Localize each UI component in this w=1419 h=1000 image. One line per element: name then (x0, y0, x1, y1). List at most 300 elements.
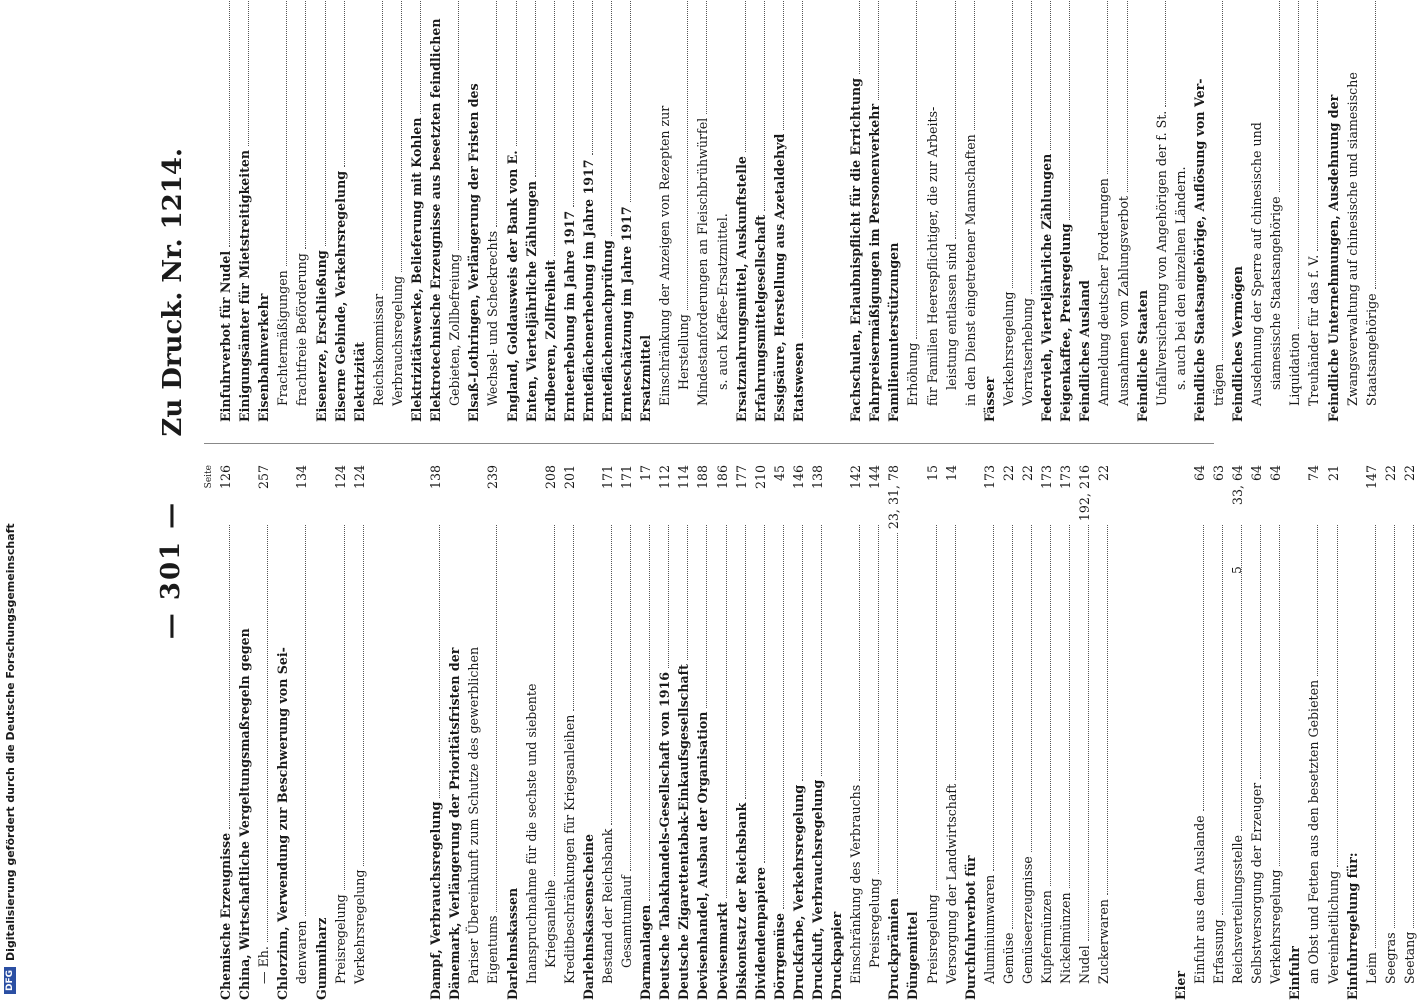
entry-text: Devisenmarkt (714, 902, 730, 1000)
entry-text: — Eh. (256, 946, 272, 984)
dot-leader (1317, 0, 1318, 251)
entry-text: Elektrotechnische Erzeugnisse aus besetzten feindlichen (428, 18, 444, 422)
dot-leader (611, 525, 612, 825)
index-spacer (1133, 465, 1152, 1000)
index-entry (789, 0, 808, 422)
index-entry (617, 0, 636, 422)
funding-text: Digitalisierung gefördert durch die Deutsche Forschungsgemeinschaft (3, 523, 17, 961)
entry-text: Elektrizität (351, 341, 367, 422)
page-reference: 173 (1039, 465, 1055, 490)
rotated-page (150, 18, 1417, 1000)
index-entry (1323, 0, 1342, 422)
funding-notice (0, 0, 20, 1000)
page-reference: 177 (733, 465, 749, 490)
dot-leader (1050, 525, 1051, 886)
page-reference: 173 (981, 465, 997, 490)
dot-leader (1298, 0, 1299, 329)
index-entry (235, 465, 254, 1000)
index-entry (732, 0, 751, 422)
index-entry (388, 0, 407, 422)
entry-text: Devisenhandel, Ausbau der Organisation (695, 711, 711, 1000)
entry-text: Mindestanforderungen an Fleischbrühwürfel (695, 117, 711, 406)
page-reference: 23, 31, 78 (886, 465, 902, 530)
dot-leader (1127, 0, 1128, 192)
entry-text: Diskontsatz der Reichsbank (733, 802, 749, 1000)
dot-leader (897, 533, 898, 894)
entry-text: Erhöhung (905, 342, 921, 406)
page-reference: 201 (561, 465, 577, 490)
entry-text: Familienunterstützungen (886, 242, 902, 422)
index-entry (311, 465, 330, 1000)
dot-leader (993, 525, 994, 871)
entry-text: Fachschulen, Erlaubnispflicht für die Errichtung (848, 78, 864, 422)
entry-text: Erfahrungsmittelgesellschaft (752, 214, 768, 422)
index-entry (922, 465, 941, 1000)
entry-text: Gummiharz (313, 917, 329, 1000)
entry-text: Federvieh, Vierteljährliche Zählungen (1039, 153, 1055, 422)
entry-text: Einfuhr (1287, 946, 1303, 1000)
index-entry (464, 465, 483, 1000)
index-entry (541, 0, 560, 422)
page-reference: 138 (810, 465, 825, 490)
entry-text: Preisregelung (924, 894, 940, 984)
entry-text: Eisenerze, Erschließung (313, 250, 329, 422)
dot-leader (1088, 525, 1089, 941)
entry-text: trägen (1210, 363, 1226, 406)
index-entry (1094, 465, 1113, 1000)
index-entry (1018, 0, 1037, 422)
index-entry (808, 465, 827, 1000)
entry-text: Vereinheitlichung (1325, 870, 1341, 984)
seite-label: Seite (204, 465, 214, 489)
entry-text: Verbrauchsregelung (389, 275, 405, 406)
index-entry (502, 465, 521, 1000)
dot-leader (783, 0, 784, 130)
dot-leader (344, 525, 345, 890)
entry-text: Durchfuhrverbot für (962, 855, 978, 1000)
entry-text: Enten, Vierteljährliche Zählungen (523, 181, 539, 422)
entry-text: Ernteschätzung im Jahre 1917 (619, 206, 635, 422)
index-entry (1285, 465, 1304, 1000)
page-reference: 14 (943, 465, 959, 482)
index-entry (1056, 0, 1075, 422)
column-divider (204, 443, 1214, 444)
page-reference: 146 (790, 465, 806, 490)
index-spacer (827, 0, 846, 422)
dot-leader (706, 525, 707, 708)
entry-text: Chlorzinn, Verwendung zur Beschwerung von Sei- (275, 647, 291, 1000)
index-entry (655, 0, 674, 422)
index-entry (1304, 465, 1323, 1000)
entry-text: Treuhänder für das f. V. (1306, 254, 1322, 406)
index-entry (216, 465, 235, 1000)
dot-leader (974, 0, 975, 130)
page-reference: 64 (1249, 465, 1265, 482)
entry-text: in den Dienst eingetretener Mannschaften (962, 134, 978, 406)
dot-leader (592, 0, 593, 155)
index-entry (483, 465, 502, 1000)
entry-text: Deutsche Tabakhandels-Gesellschaft von 1916 (657, 671, 673, 1000)
dot-leader (649, 525, 650, 901)
dot-leader (420, 0, 421, 114)
index-entry (1323, 465, 1342, 1000)
dot-leader (630, 525, 631, 871)
entry-text: Versorgung der Landwirtschaft (943, 783, 959, 984)
dot-leader (1317, 525, 1318, 676)
index-entry (1018, 465, 1037, 1000)
index-spacer (369, 465, 388, 1000)
entry-text: Gemüseerzeugnisse (1020, 856, 1036, 984)
index-column-right (204, 0, 1381, 422)
dot-leader (1375, 0, 1376, 289)
entry-text: Reichsverteilungsstelle (1230, 835, 1246, 984)
entry-text: Ernteflächennachprüfung (599, 240, 615, 422)
index-entry (732, 465, 751, 1000)
page-reference: 74 (1306, 465, 1322, 482)
index-entry (369, 0, 388, 422)
page-reference: 171 (599, 465, 615, 490)
entry-text: Einfuhr aus dem Auslande (1191, 815, 1207, 984)
dot-leader (687, 0, 688, 310)
dot-leader (821, 525, 822, 776)
index-entry (541, 465, 560, 1000)
index-entry (1056, 465, 1075, 1000)
entry-text: Erdbeeren, Zollfreiheit (542, 259, 558, 422)
page-reference: 134 (294, 465, 310, 490)
entry-text: s. auch Kaffee-Ersatzmittel. (714, 213, 730, 390)
dot-leader (267, 525, 268, 942)
dot-leader (1337, 525, 1338, 867)
index-entry (292, 0, 311, 422)
entry-text: Frachtermäßigungen (275, 270, 291, 406)
dot-leader (745, 525, 746, 799)
index-entry (961, 0, 980, 422)
index-entry (522, 0, 541, 422)
index-entry (445, 465, 464, 1000)
entry-text: Essigsäure, Herstellung aus Azetaldehyd (771, 133, 787, 422)
dot-leader (1260, 525, 1261, 779)
dot-leader (611, 0, 612, 236)
dot-leader (802, 525, 803, 781)
dot-leader (878, 0, 879, 100)
dot-leader (706, 0, 707, 114)
entry-text: Wechsel- und Scheckrechts (485, 230, 501, 406)
entry-text: frachtfreie Beförderung (294, 253, 310, 406)
entry-text: Ausdehnung der Sperre auf chinesische und (1249, 122, 1265, 406)
dot-leader (1107, 0, 1108, 174)
dot-leader (1165, 0, 1166, 107)
index-entry (1113, 0, 1132, 422)
entry-text: Einschränkung des Verbrauchs (848, 784, 864, 984)
entry-text: Elektrizitätswerke, Belieferung mit Kohlen (409, 117, 425, 422)
index-entry (407, 0, 426, 422)
index-entry (999, 0, 1018, 422)
index-entry (846, 0, 865, 422)
entry-text: Leim (1363, 952, 1379, 984)
dot-leader (382, 0, 383, 290)
entry-text: Preisregelung (332, 894, 348, 984)
dot-leader (496, 525, 497, 912)
index-spacer (388, 465, 407, 1000)
index-entry (1209, 0, 1228, 422)
entry-text: China, Wirtschaftliche Vergeltungsmaßregeln gegen (237, 628, 253, 1000)
entry-text: Ersatzmittel (638, 335, 654, 422)
index-entry (1037, 465, 1056, 1000)
entry-text: Feindliche Staaten (1134, 289, 1150, 422)
entry-text: Kriegsanleihe (542, 879, 558, 968)
index-entry (445, 0, 464, 422)
page-reference: 112 (657, 465, 673, 490)
entry-text: Darlehnskassen (504, 887, 520, 1000)
entry-text: Bestand der Reichsbank (599, 828, 615, 984)
entry-text: s. auch bei den einzelnen Ländern. (1172, 166, 1188, 390)
entry-text: Eigentums (485, 915, 501, 984)
index-entry (1037, 0, 1056, 422)
index-entry (1400, 465, 1419, 1000)
index-entry (1152, 0, 1171, 422)
dot-leader (1069, 0, 1070, 220)
index-entry (712, 465, 731, 1000)
page-reference: 22 (1382, 465, 1398, 482)
entry-text: Inanspruchnahme für die sechste und siebente (523, 683, 539, 984)
page-header (156, 140, 196, 1000)
page-reference: 63 (1210, 465, 1226, 482)
dot-leader (554, 525, 555, 876)
page-reference: 22 (1000, 465, 1016, 482)
dot-leader (305, 525, 306, 917)
page-reference: 22 (1020, 465, 1036, 482)
entry-text: Kupfermünzen (1039, 890, 1055, 984)
index-entry (751, 465, 770, 1000)
index-entry (1171, 465, 1190, 1000)
dot-leader (286, 0, 287, 266)
index-entry (1133, 0, 1152, 422)
page-reference: 124 (332, 465, 348, 490)
document-title: Zu Druck. Nr. 1214. (158, 148, 188, 437)
dot-leader (1222, 525, 1223, 915)
dot-leader (248, 0, 249, 146)
entry-text: Pariser Übereinkunft zum Schutze des gewerblichen (466, 646, 482, 984)
page-reference: 126 (218, 465, 234, 490)
entry-text: Verkehrsregelung (1268, 869, 1284, 984)
entry-text: für Familien Heerespflichtiger, die zur Arbeits- (924, 106, 940, 406)
page-reference: 114 (676, 465, 692, 490)
page-reference: 147 (1363, 465, 1379, 490)
entry-text: Druckluft, Verbrauchsregelung (810, 779, 825, 1000)
entry-text: Chemische Erzeugnisse (218, 832, 234, 1000)
entry-text: Feindliches Ausland (1077, 280, 1093, 422)
page-reference: 239 (485, 465, 501, 490)
index-entry (311, 0, 330, 422)
dot-leader (764, 0, 765, 211)
entry-text: Darlehnskassenscheine (580, 833, 596, 1000)
entry-text: Nudel (1077, 945, 1093, 984)
index-entry (617, 465, 636, 1000)
page-reference: 173 (1058, 465, 1074, 490)
entry-text: Gesamtumlauf (619, 875, 635, 968)
dot-leader (726, 525, 727, 898)
dot-leader (1012, 525, 1013, 929)
dfg-logo: DFG (4, 967, 16, 994)
entry-text: England, Goldausweis der Bank von E. (504, 150, 520, 422)
index-entry (426, 0, 445, 422)
entry-text: Liquidation (1287, 333, 1303, 406)
entry-text: Feindliche Unternehmungen, Ausdehnung der (1325, 94, 1341, 422)
dot-leader (878, 525, 879, 874)
entry-text: Elsaß-Lothringen, Verlängerung der Fristen des (466, 83, 482, 422)
index-entry (961, 465, 980, 1000)
entry-text: Dörrgemüse (771, 913, 787, 1000)
index-entry (1343, 0, 1362, 422)
index-entry (1209, 465, 1228, 1000)
index-entry (751, 0, 770, 422)
index-entry (770, 465, 789, 1000)
index-spacer (808, 0, 827, 422)
dot-leader (325, 0, 326, 246)
index-entry (922, 0, 941, 422)
dot-leader (1413, 525, 1414, 928)
dot-leader (458, 0, 459, 250)
dot-leader (1107, 525, 1108, 895)
entry-text: Ernteflächenerhebung im Jahre 1917 (580, 159, 596, 422)
entry-text: Darmanlagen (638, 904, 654, 1000)
index-entry (636, 465, 655, 1000)
page-reference: 64 (1268, 465, 1284, 482)
index-entry (884, 465, 903, 1000)
index-entry (502, 0, 521, 422)
entry-text: Aluminiumwaren (981, 874, 997, 984)
index-entry (674, 465, 693, 1000)
index-entry (903, 0, 922, 422)
entry-text: Fahrpreisermäßigungen im Personenverkehr (867, 103, 883, 422)
entry-text: Feindliche Staatsangehörige, Auflösung von Ver- (1191, 78, 1207, 422)
index-entry (350, 0, 369, 422)
dot-leader (573, 525, 574, 711)
index-entry (1362, 0, 1381, 422)
index-entry (273, 465, 292, 1000)
dot-leader (305, 0, 306, 249)
entry-text: Eier (1172, 970, 1188, 1000)
page-reference: 33, 64 (1230, 465, 1246, 506)
index-entry (598, 0, 617, 422)
index-entry (770, 0, 789, 422)
index-entry (789, 465, 808, 1000)
index-entry (1190, 465, 1209, 1000)
entry-text: Zuckerwaren (1096, 899, 1112, 984)
dot-leader (496, 0, 497, 227)
index-entry (1247, 465, 1266, 1000)
dot-leader (344, 0, 345, 167)
page-reference: 188 (695, 465, 711, 490)
index-entry (712, 0, 731, 422)
entry-text: Unfallversicherung von Angehörigen der f. St. (1153, 110, 1169, 406)
index-entry (942, 0, 961, 422)
dot-leader (1031, 0, 1032, 294)
page-reference: 15 (924, 465, 940, 482)
index-entry (1094, 0, 1113, 422)
page-reference: 257 (256, 465, 272, 490)
page-reference: 186 (714, 465, 730, 490)
index-entry (884, 0, 903, 422)
dot-leader (668, 525, 669, 668)
dot-leader (363, 525, 364, 866)
entry-text: Erfassung (1210, 919, 1226, 984)
dot-leader (859, 0, 860, 74)
page-number: — 301 — (156, 500, 186, 640)
entry-text: Eisenbahnverkehr (256, 293, 272, 422)
entry-text: Verkehrsregelung (351, 869, 367, 984)
index-entry (560, 465, 579, 1000)
index-spacer (1152, 465, 1171, 1000)
dot-leader (554, 0, 555, 256)
entry-text: Ernteerhebung im Jahre 1917 (561, 210, 577, 422)
index-entry (846, 465, 865, 1000)
entry-text: Einschränkung der Anzeigen von Rezepten zur (657, 105, 673, 406)
entry-text: Staatsangehörige (1363, 293, 1379, 406)
dot-leader (745, 0, 746, 152)
dot-leader (1279, 525, 1280, 866)
entry-text: Einigungsämter für Mietstreitigkeiten (237, 149, 253, 422)
index-spacer (407, 465, 426, 1000)
dot-leader (439, 525, 440, 798)
dot-leader (229, 525, 230, 829)
entry-text: Fässer (981, 376, 997, 422)
index-entry (1190, 0, 1209, 422)
page-reference: 124 (351, 465, 367, 490)
entry-text: denwaren (294, 920, 310, 984)
entry-text: Einfuhrregelung für: (1344, 852, 1360, 1000)
index-entry (464, 0, 483, 422)
index-entry (579, 0, 598, 422)
index-entry (483, 0, 502, 422)
page-reference: 210 (752, 465, 768, 490)
index-entry (216, 0, 235, 422)
entry-text: Einfuhrverbot für Nudel (218, 250, 234, 422)
seite-label (204, 0, 216, 422)
index-entry (292, 465, 311, 1000)
entry-text: Zwangsverwaltung auf chinesische und siamesische (1344, 72, 1360, 406)
entry-text: an Obst und Fetten aus den besetzten Gebieten (1306, 679, 1322, 984)
entry-text: Reichskommissar (370, 293, 386, 406)
index-entry (636, 0, 655, 422)
entry-text: Dividendenpapiere (752, 867, 768, 1000)
dot-leader (802, 0, 803, 338)
index-spacer (1113, 465, 1132, 1000)
index-entry (1343, 465, 1362, 1000)
dot-leader (630, 0, 631, 202)
entry-text: Kreditbeschränkungen für Kriegsanleihen (561, 714, 577, 984)
entry-text: Deutsche Zigarettentabak-Einkaufsgesellschaft (676, 664, 692, 1000)
dot-leader (1279, 0, 1280, 192)
dot-leader (764, 525, 765, 863)
entry-text: Düngemittel (905, 911, 921, 1000)
index-entry (1266, 0, 1285, 422)
entry-text: Druckprämien (886, 898, 902, 1000)
index-entry (942, 465, 961, 1000)
entry-text: Anmeldung deutscher Forderungen (1096, 178, 1112, 406)
index-entry (235, 0, 254, 422)
page-reference: 21 (1325, 465, 1341, 482)
entry-text: Dampf, Verbrauchsregelung (428, 801, 444, 1000)
index-entry (1171, 0, 1190, 422)
entry-text: Feigenkaffee, Preisregelung (1058, 223, 1074, 422)
page-reference: 45 (771, 465, 787, 482)
page-reference: 142 (848, 465, 864, 490)
index-entry (693, 0, 712, 422)
dot-leader (1012, 0, 1013, 288)
page-reference: 171 (619, 465, 635, 490)
entry-text: Ersatznahrungsmittel, Auskunftstelle (733, 156, 749, 422)
